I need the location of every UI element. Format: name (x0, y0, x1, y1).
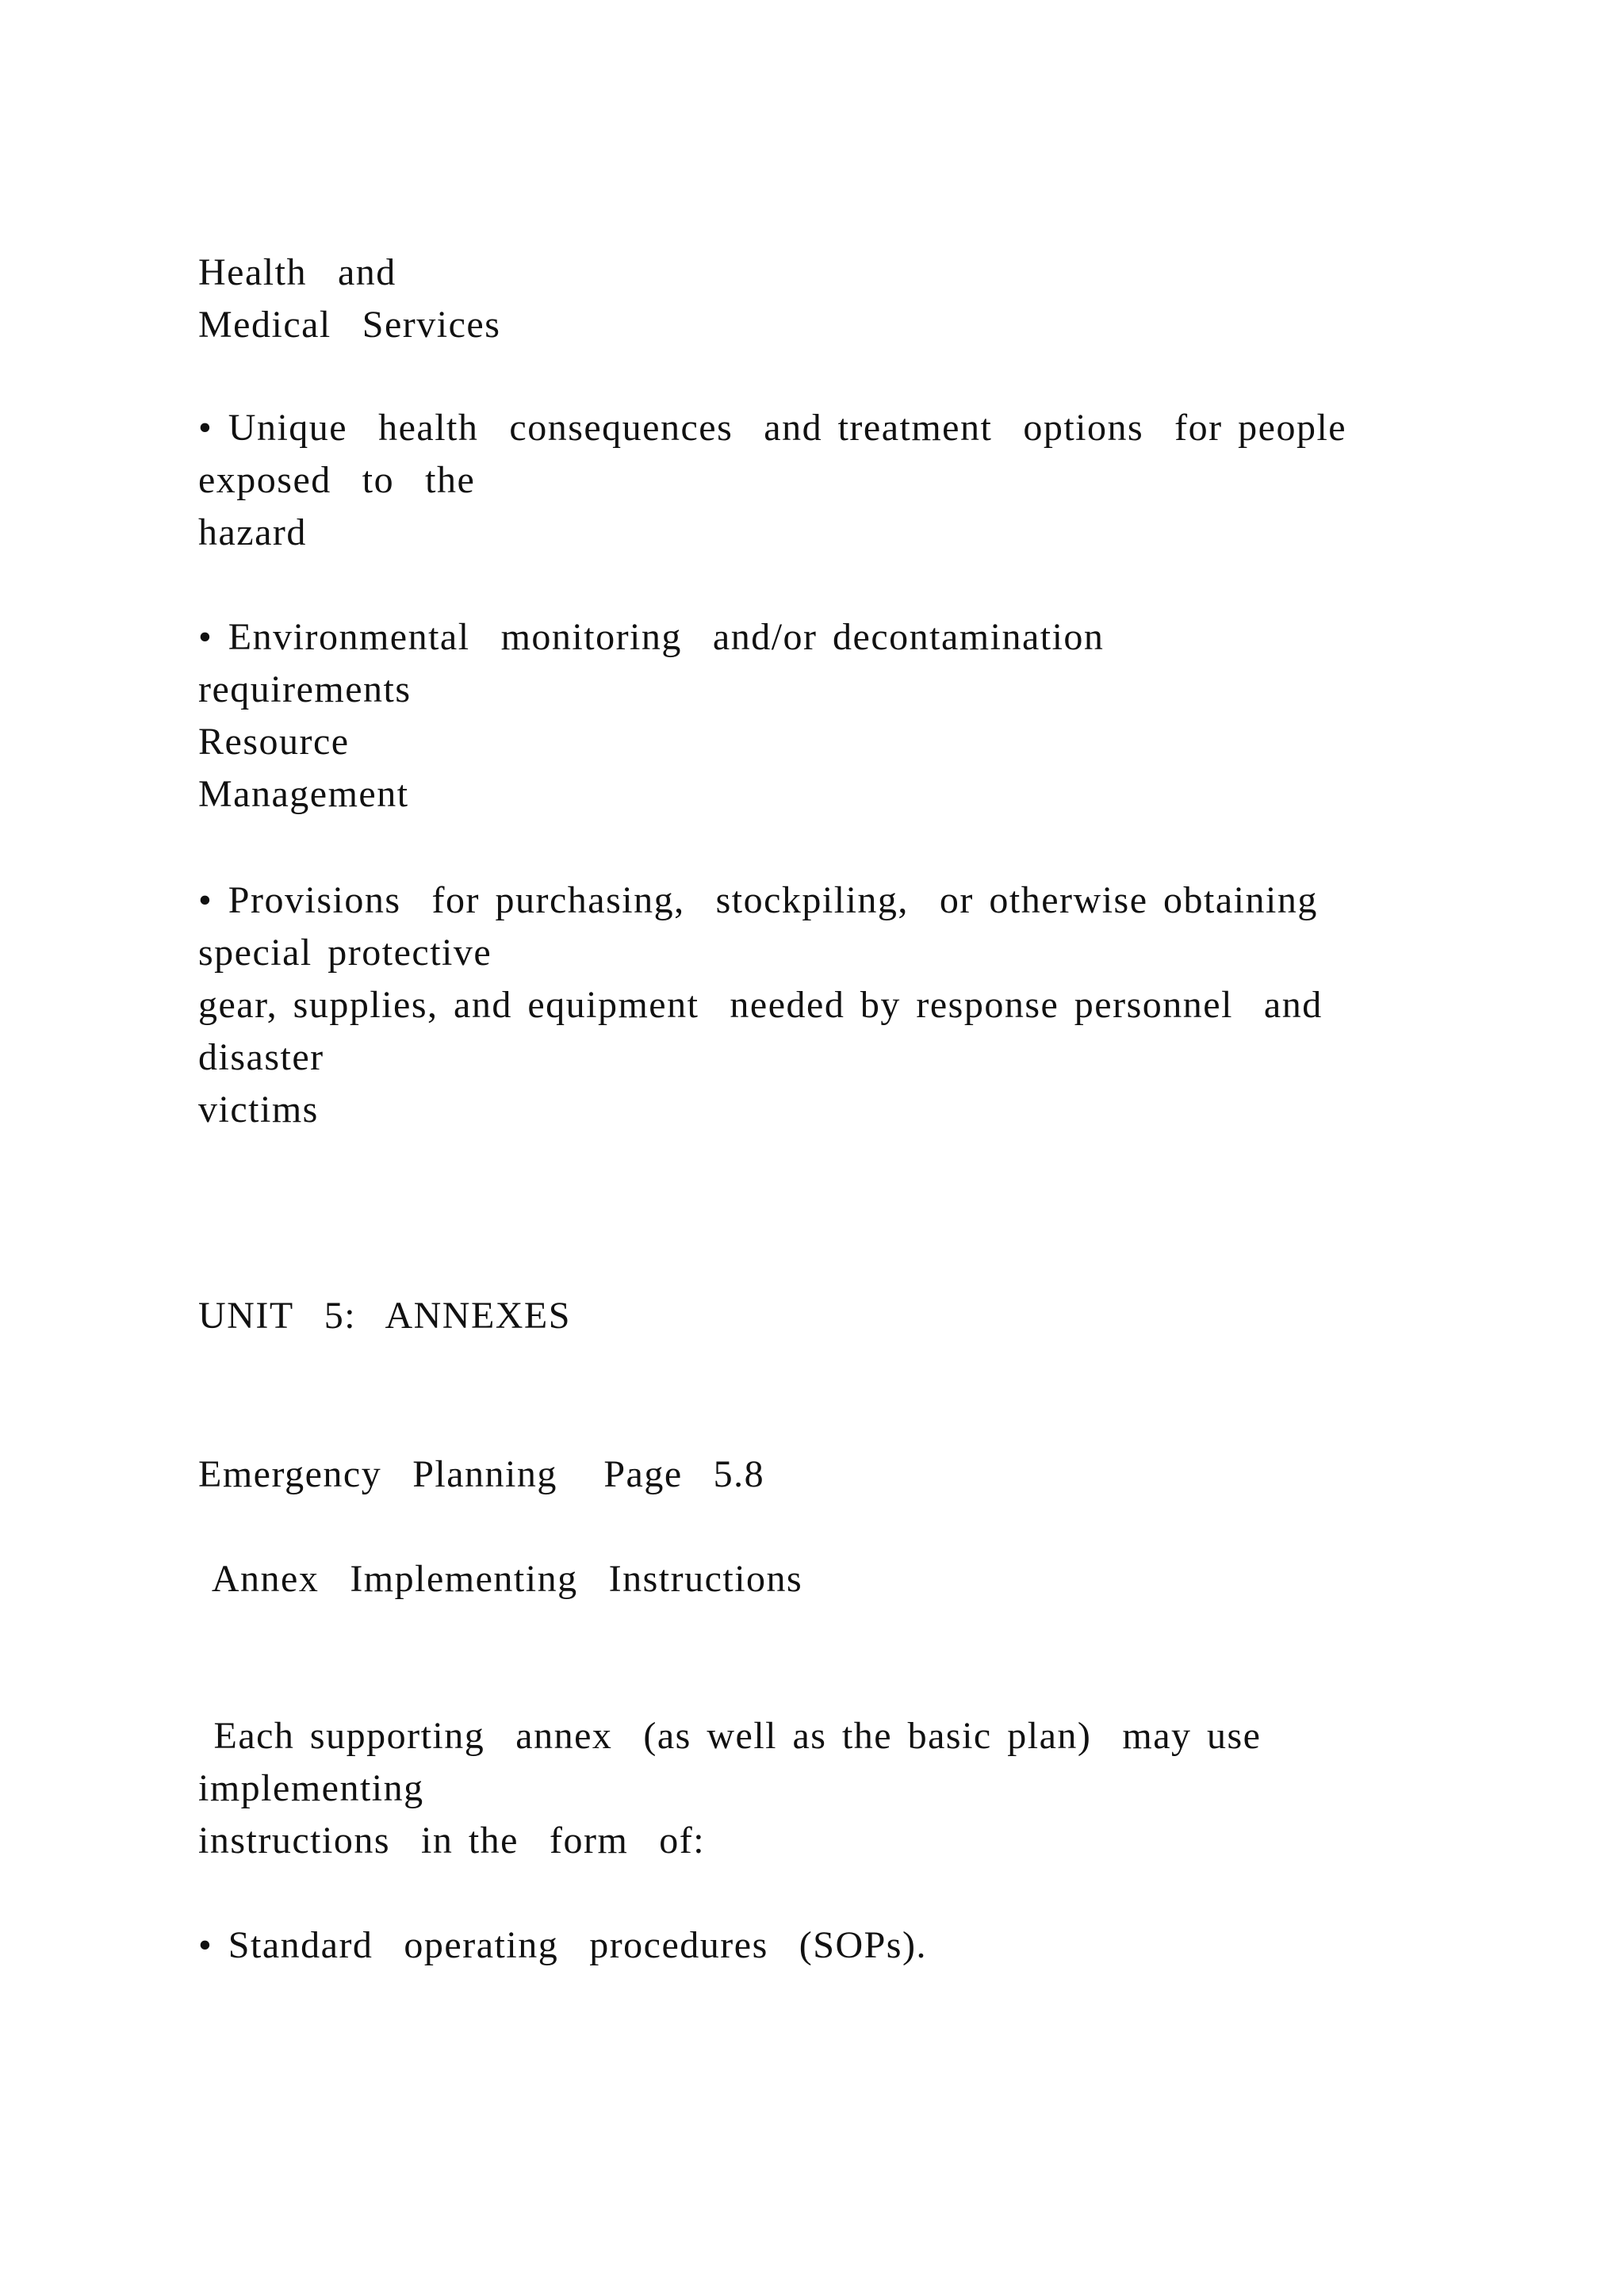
running-header: Emergency Planning Page 5.8 (198, 1453, 765, 1495)
section-heading-resource-line-2: Management (198, 773, 409, 815)
bullet-provisions-line-1: • Provisions for purchasing, stockpiling, or otherwise obtaining (198, 879, 1318, 921)
section-heading-health-line-2: Medical Services (198, 304, 501, 346)
bullet-environmental-line-1: • Environmental monitoring and/or decontamination (198, 616, 1105, 658)
section-heading-health-line-1: Health and (198, 251, 396, 293)
section-title-annex-implementing: Annex Implementing Instructions (198, 1558, 803, 1600)
paragraph-each-annex-line-1: Each supporting annex (as well as the basic plan) may use (198, 1715, 1262, 1757)
bullet-unique-health-line-3: hazard (198, 511, 307, 553)
bullet-sop: • Standard operating procedures (SOPs). (198, 1924, 927, 1966)
bullet-environmental-line-2: requirements (198, 668, 412, 710)
bullet-unique-health-line-2: exposed to the (198, 459, 476, 501)
section-heading-resource-line-1: Resource (198, 721, 350, 763)
bullet-provisions-line-3: gear, supplies, and equipment needed by response personnel and (198, 984, 1323, 1026)
bullet-provisions-line-5: victims (198, 1089, 319, 1131)
bullet-provisions-line-2: special protective (198, 932, 492, 974)
bullet-provisions-line-4: disaster (198, 1036, 324, 1078)
paragraph-each-annex-line-2: implementing (198, 1767, 424, 1809)
unit-title: UNIT 5: ANNEXES (198, 1295, 571, 1337)
paragraph-each-annex-line-3: instructions in the form of: (198, 1820, 706, 1862)
bullet-unique-health-line-1: • Unique health consequences and treatment options for people (198, 407, 1347, 449)
